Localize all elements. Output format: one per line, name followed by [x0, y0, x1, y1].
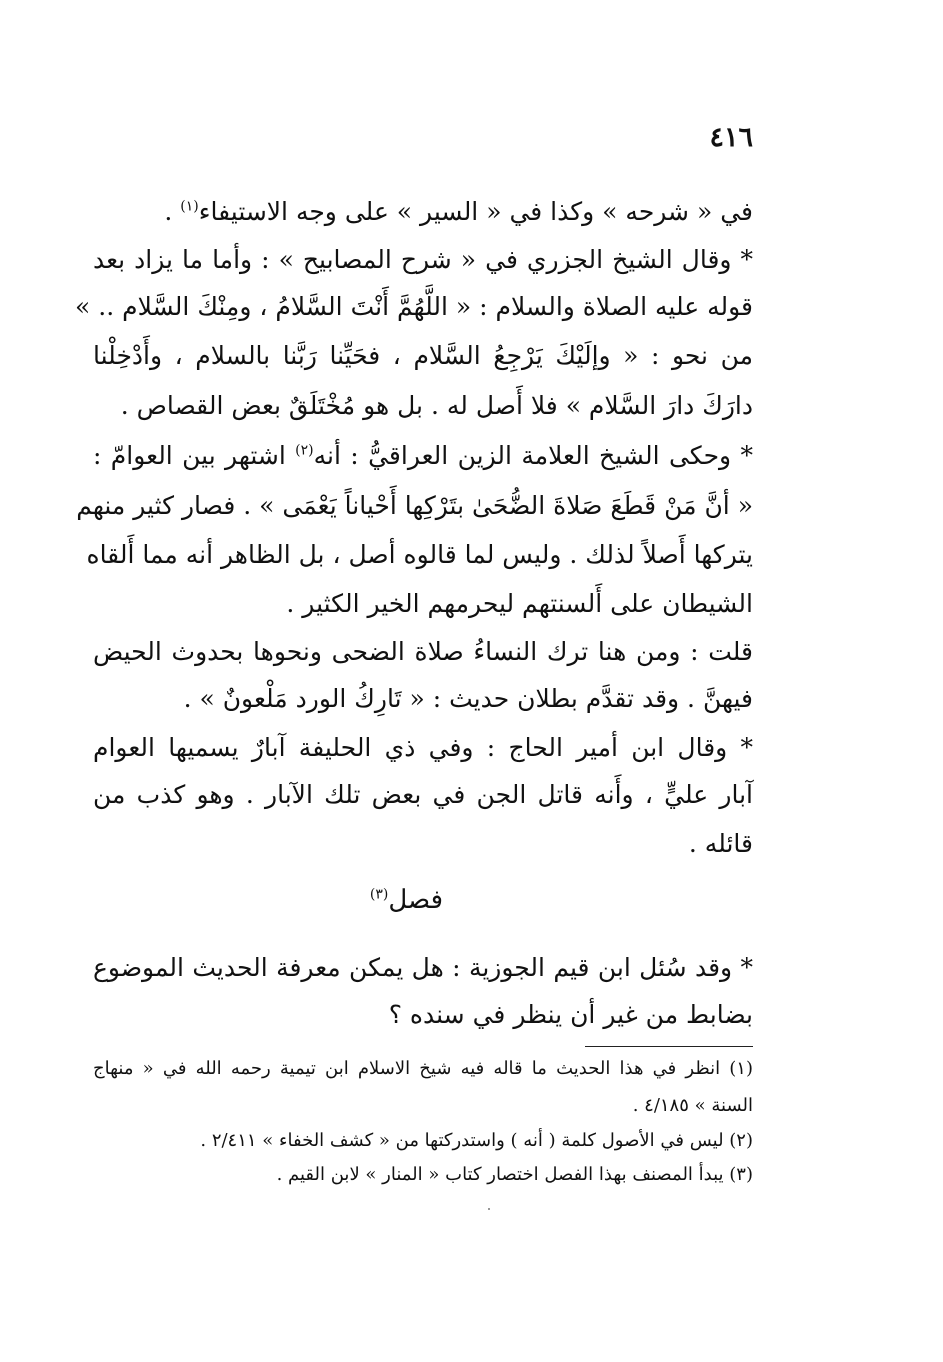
text-line-11: فيهنَّ . وقد تقدَّم بطلان حديث : « تَارِكُ الورد مَلْعونٌ » . — [183, 684, 753, 713]
text-line-1-text: في « شرحه » وكذا في « السير » على وجه الاستيفاء — [198, 197, 753, 226]
section-heading-text: فصل — [388, 885, 443, 915]
text-line-9: الشيطان على أَلسنتهم ليحرمهم الخير الكثير . — [286, 589, 753, 618]
text-line-16: بضابط من غير أن ينظر في سنده ؟ — [388, 1000, 753, 1029]
text-line-12: * وقال ابن أمير الحاج : وفي ذي الحليفة آبارٌ يسميها العوام — [93, 733, 753, 762]
footnote-2: (٢) ليس في الأصول كلمة ( أنه ) واستدركتها من « كشف الخفاء » ٢/٤١١ . — [200, 1130, 753, 1151]
text-line-13: آبار عليٍّ ، وأَنه قاتل الجن في بعض تلك الآبار . وهو كذب من — [93, 780, 753, 809]
text-line-6-end: اشتهر بين العوامّ : — [93, 441, 296, 470]
text-line-5: دارَكَ دارَ السَّلام » فلا أَصل له . بل هو مُخْتَلَقٌ بعض القصاص . — [120, 391, 753, 420]
footnote-ref-2: (٢) — [295, 442, 314, 459]
footnote-ref-3: (٣) — [369, 886, 389, 903]
text-line-7: « أنَّ مَنْ قَطَعَ صَلاةَ الضُّحَىٰ بتَرْكِها أَحْياناً يَعْمَى » . فصار كثير منهم — [76, 491, 753, 520]
text-line-4: من نحو : « وإلَيْكَ يَرْجِعُ السَّلام ، فحَيِّنا رَبَّنا بالسلام ، وأَدْخِلْنا — [93, 341, 753, 370]
text-line-10: قلت : ومن هنا ترك النساءُ صلاة الضحى ونحوها بحدوث الحيض — [93, 637, 753, 666]
section-heading — [370, 880, 443, 920]
text-line-14: قائله . — [688, 829, 753, 858]
text-line-6 — [93, 436, 753, 476]
text-line-2: * وقال الشيخ الجزري في « شرح المصابيح » : وأما ما يزاد بعد — [93, 245, 753, 274]
text-line-3: قوله عليه الصلاة والسلام : « اللَّهُمَّ أَنْتَ السَّلامُ ، ومِنْكَ السَّلام .. » — [75, 292, 753, 321]
footnote-ref-1: (١) — [180, 198, 199, 215]
text-line-1 — [93, 192, 753, 232]
page-number: ٤١٦ — [709, 122, 753, 153]
footnote-separator — [585, 1046, 753, 1047]
footnote-1-line-2: السنة » ٤/١٨٥ . — [632, 1095, 753, 1116]
footnote-1-line-1: (١) انظر في هذا الحديث ما قاله فيه شيخ الاسلام ابن تيمية رحمه الله في « منهاج — [93, 1058, 753, 1079]
text-line-15: * وقد سُئل ابن قيم الجوزية : هل يمكن معرفة الحديث الموضوع — [93, 953, 753, 982]
scan-speck — [488, 1208, 490, 1210]
text-line-1-end: . — [164, 197, 181, 226]
footnote-3: (٣) يبدأ المصنف بهذا الفصل اختصار كتاب « المنار » لابن القيم . — [276, 1164, 753, 1185]
text-line-6-start: * وحكى الشيخ العلامة الزين العراقيُّ : أنه — [313, 441, 753, 470]
text-line-8: يتركها أَصلاً لذلك . وليس لما قالوه أصل ، بل الظاهر أنه مما أَلقاه — [86, 540, 753, 569]
